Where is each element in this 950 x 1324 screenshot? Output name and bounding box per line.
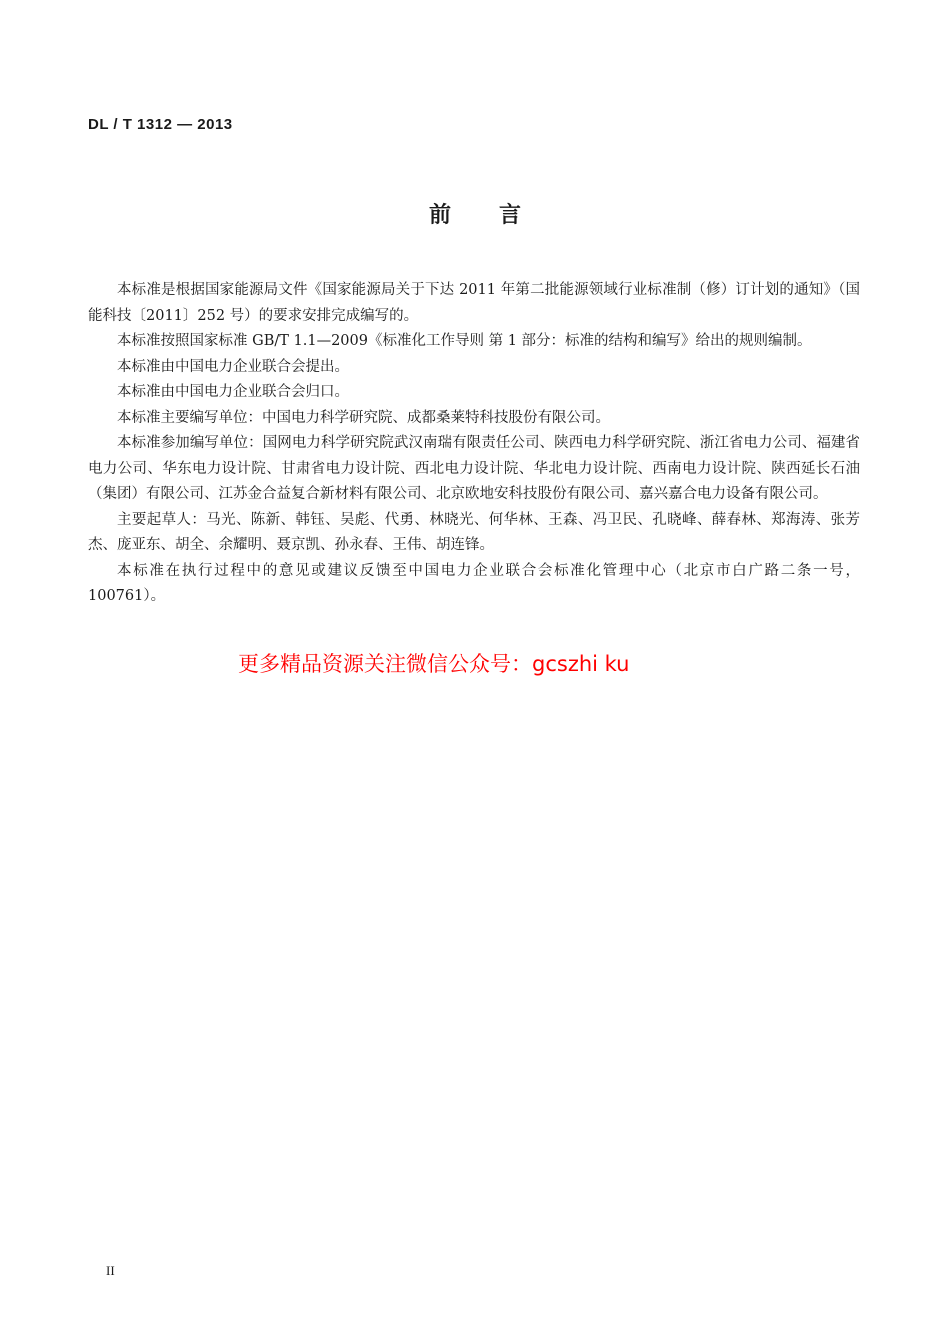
paragraph-drafting-rules: 本标准按照国家标准 GB/T 1.1—2009《标准化工作导则 第 1 部分：标准的结构和编写》给出的规则编制。 [117,333,812,349]
paragraph-proposer: 本标准由中国电力企业联合会提出。 [117,358,349,375]
paragraph-feedback: 本标准在执行过程中的意见或建议反馈至中国电力企业联合会标准化管理中心（北京市白广路二条一号，100761）。 [88,562,860,604]
watermark-notice: 更多精品资源关注微信公众号：gcszhi ku [238,652,630,676]
foreword-body [88,278,860,610]
paragraph-main-drafting-units: 本标准主要编写单位：中国电力科学研究院、成都桑莱特科技股份有限公司。 [117,409,610,426]
paragraph-plan-source: 本标准是根据国家能源局文件《国家能源局关于下达 2011 年第二批能源领域行业标准制（修）订计划的通知》（国能科技〔2011〕252 号）的要求安排完成编写的。 [88,282,860,324]
page-number: II [106,1263,115,1278]
standard-code: DL / T 1312 — 2013 [88,116,233,133]
paragraph-administrator: 本标准由中国电力企业联合会归口。 [117,384,349,400]
page-title: 前言 [428,203,569,228]
paragraph-participating-units: 本标准参加编写单位：国网电力科学研究院武汉南瑞有限责任公司、陕西电力科学研究院、浙江省电力公司、福建省电力公司、华东电力设计院、甘肃省电力设计院、西北电力设计院、华北电力设计院、西南电力设计院、陕西延长石油（集团）有限公司、江苏金合益复合新材料有限公司、北京欧地安科技股份有限公司、嘉兴嘉合电力设备有限公司。 [88,435,860,502]
paragraph-main-drafters: 主要起草人：马光、陈新、韩钰、吴彪、代勇、林晓光、何华林、王森、冯卫民、孔晓峰、薛春林、郑海涛、张芳杰、庞亚东、胡全、余耀明、聂京凯、孙永春、王伟、胡连锋。 [88,511,860,553]
